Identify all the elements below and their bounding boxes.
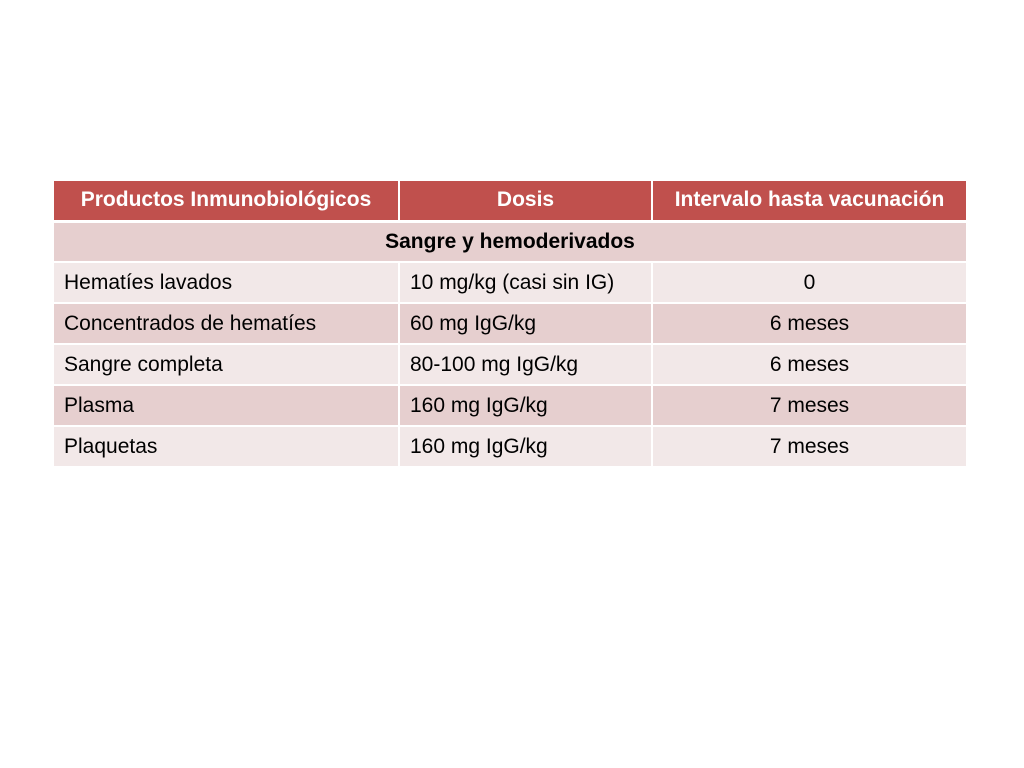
cell-interval: 7 meses: [652, 426, 967, 467]
cell-dose: 80-100 mg IgG/kg: [399, 344, 652, 385]
immunobiological-products-table: [52, 179, 968, 468]
cell-dose: 10 mg/kg (casi sin IG): [399, 262, 652, 303]
cell-product: Sangre completa: [53, 344, 399, 385]
header-products: Productos Inmunobiológicos: [53, 180, 399, 221]
cell-interval: 0: [652, 262, 967, 303]
cell-interval: 6 meses: [652, 344, 967, 385]
header-dose: Dosis: [399, 180, 652, 221]
header-interval: Intervalo hasta vacunación: [652, 180, 967, 221]
table-row: [53, 303, 967, 344]
cell-product: Hematíes lavados: [53, 262, 399, 303]
cell-dose: 160 mg IgG/kg: [399, 426, 652, 467]
cell-product: Plasma: [53, 385, 399, 426]
cell-dose: 60 mg IgG/kg: [399, 303, 652, 344]
table-header-row: [53, 180, 967, 221]
cell-interval: 6 meses: [652, 303, 967, 344]
cell-product: Plaquetas: [53, 426, 399, 467]
table-row: [53, 344, 967, 385]
section-title: Sangre y hemoderivados: [53, 221, 967, 262]
cell-interval: 7 meses: [652, 385, 967, 426]
table-row: [53, 262, 967, 303]
section-row: [53, 221, 967, 262]
table-row: [53, 385, 967, 426]
cell-dose: 160 mg IgG/kg: [399, 385, 652, 426]
table-row: [53, 426, 967, 467]
cell-product: Concentrados de hematíes: [53, 303, 399, 344]
